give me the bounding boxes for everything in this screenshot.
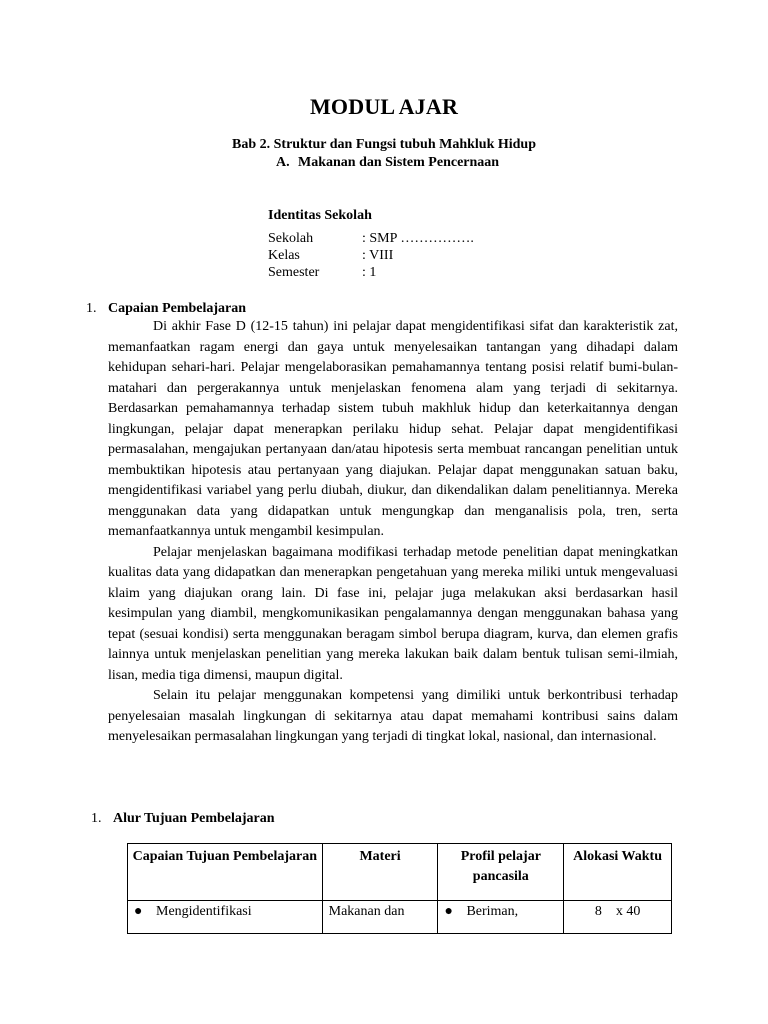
identity-value: : 1 xyxy=(362,265,377,280)
identity-label: Sekolah xyxy=(268,231,314,246)
table-header-cell: Alokasi Waktu xyxy=(564,844,672,901)
table-cell xyxy=(438,901,564,934)
table-header-cell: Profil pelajar pancasila xyxy=(438,844,564,901)
paragraph: Di akhir Fase D (12-15 tahun) ini pelajar dapat mengidentifikasi sifat dan karakteristik zat, memanfaatkan ragam energi dan gaya untuk menyelesaikan tantangan yang dihadapi dalam kehidupan sehari-hari. Pelajar mengelaborasikan pemahamannya tentang posisi relatif bumi-bulan-matahari dan pergerakannya untuk menjelaskan fenomena alam yang terjadi di sekitarnya. Berdasarkan pemahamannya terhadap sistem tubuh makhluk hidup dan keterkaitannya dengan lingkungan, pelajar dapat menerapkan perilaku hidup sehat. Pelajar dapat mengidentifikasi permasalahan, mengajukan pertanyaan dan/atau hipotesis serta membuat rancangan penelitian untuk membuktikan hipotesis atau pertanyaan yang diajukan. Pelajar dapat menggunakan satuan baku, mengidentifikasi variabel yang perlu diubah, diukur, dan dikendalikan dalam penelitiannya. Mereka menggunakan data yang didapatkan untuk mengungkap dan menganalisis pola, tren, serta memanfaatkannya untuk mengambil kesimpulan. xyxy=(108,319,678,539)
subchapter-number: A. xyxy=(276,155,290,170)
identity-row xyxy=(268,264,474,281)
school-identity xyxy=(268,208,474,281)
table-row xyxy=(128,901,672,934)
paragraph: Pelajar menjelaskan bagaimana modifikasi terhadap metode penelitian dapat meningkatkan kualitas data yang didapatkan dan menerapkan pengetahuan yang mereka miliki untuk mengevaluasi klaim yang diajukan orang lain. Di fase ini, pelajar juga melakukan aksi berdasarkan hasil kesimpulan yang diambil, mengkomunikasikan pengalamannya dengan menggunakan bahasa yang tepat (sesuai kondisi) serta menggunakan beragam simbol berupa diagram, kurva, dan elemen grafis lainnya untuk menjelaskan penelitian yang mereka lakukan baik dalam bentuk tulisan semi-ilmiah, lisan, media tiga dimensi, maupun digital. xyxy=(108,544,678,683)
bullet-icon: ● xyxy=(134,904,143,919)
capaian-body xyxy=(108,317,678,748)
chapter-title: Bab 2. Struktur dan Fungsi tubuh Mahkluk Hidup xyxy=(232,137,536,152)
cell-text: Beriman, xyxy=(466,904,519,919)
table-cell xyxy=(128,901,323,934)
table-cell: Makanan dan xyxy=(322,901,438,934)
identity-row xyxy=(268,230,474,247)
learning-objectives-table xyxy=(127,843,672,934)
subchapter-text: Makanan dan Sistem Pencernaan xyxy=(298,155,500,170)
table-header-row xyxy=(128,844,672,901)
identity-row xyxy=(268,247,474,264)
identity-label: Semester xyxy=(268,265,320,280)
section-heading-capaian xyxy=(86,301,246,317)
identity-label: Kelas xyxy=(268,248,300,263)
cell-text: Mengidentifikasi xyxy=(156,904,252,919)
table-header-cell: Materi xyxy=(322,844,438,901)
table-header-cell: Capaian Tujuan Pembelajaran xyxy=(128,844,323,901)
identity-value: : SMP ……………. xyxy=(362,231,474,246)
identity-value: : VIII xyxy=(362,248,394,263)
section-title: Capaian Pembelajaran xyxy=(108,301,247,316)
subchapter-title xyxy=(276,155,499,171)
section-number: 1. xyxy=(91,811,102,826)
section-heading-alur xyxy=(91,811,275,827)
bullet-icon: ● xyxy=(444,904,453,919)
paragraph: Selain itu pelajar menggunakan kompetensi yang dimiliki untuk berkontribusi terhadap penyelesaian masalah lingkungan di sekitarnya atau dapat memahami kontribusi sains dalam menyelesaikan permasalahan lingkungan yang terjadi di tingkat lokal, nasional, dan internasional. xyxy=(108,688,678,744)
table-cell: 8 x 40 xyxy=(564,901,672,934)
document-title: MODUL AJAR xyxy=(309,94,459,119)
section-title: Alur Tujuan Pembelajaran xyxy=(113,811,275,826)
section-number: 1. xyxy=(86,301,97,316)
identity-heading: Identitas Sekolah xyxy=(268,208,372,223)
